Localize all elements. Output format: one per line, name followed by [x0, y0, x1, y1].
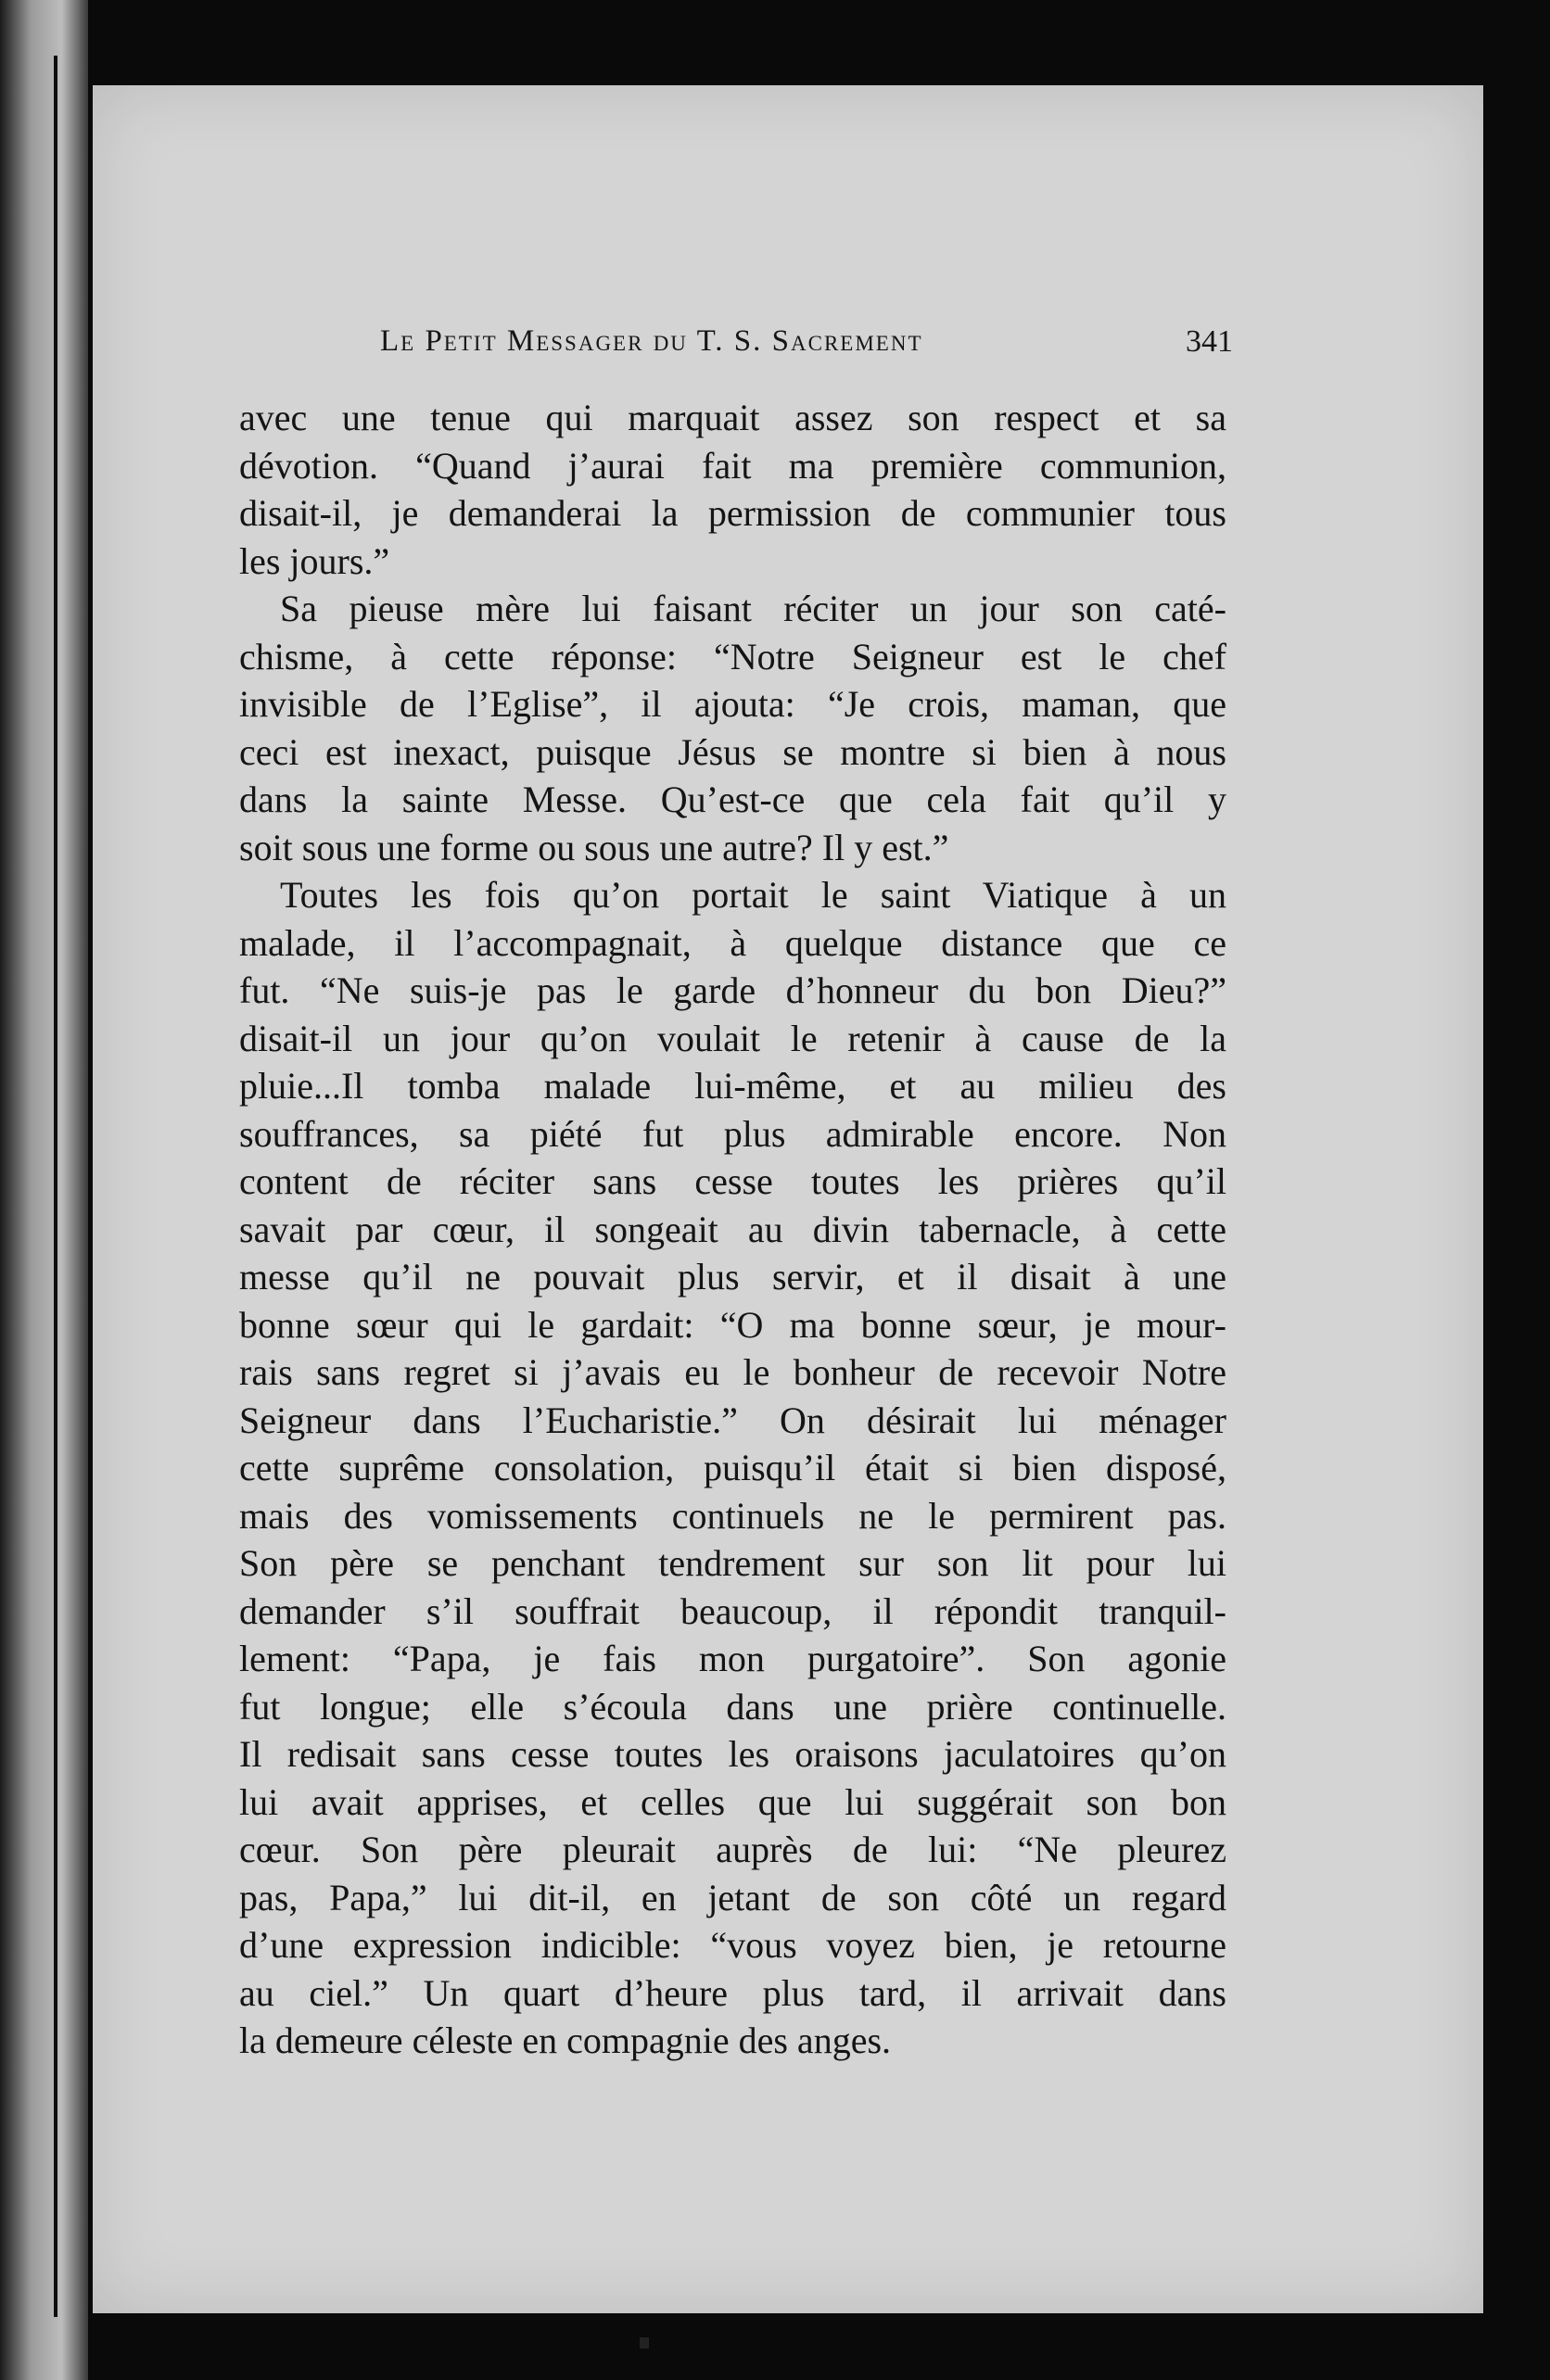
text-line: malade, il l’accompagnait, à quelque distance que ce — [239, 921, 1226, 964]
page-number: 341 — [1186, 324, 1233, 359]
text-line: fut longue; elle s’écoula dans une prière continuelle. — [239, 1685, 1226, 1728]
text-line: cette suprême consolation, puisqu’il était si bien disposé, — [239, 1447, 1226, 1488]
body-text — [239, 394, 1226, 2065]
page-header — [380, 324, 1233, 371]
text-line: la demeure céleste en compagnie des anges. — [239, 2019, 892, 2061]
text-line: avec une tenue qui marquait assez son respect et sa — [239, 397, 1226, 438]
running-title: Le Petit Messager du T. S. Sacrement — [380, 324, 923, 358]
text-line: content de réciter sans cesse toutes les prières qu’il — [239, 1160, 1226, 1202]
text-line: invisible de l’Eglise”, il ajouta: “Je crois, maman, que — [239, 683, 1226, 725]
text-line: savait par cœur, il songeait au divin tabernacle, à cette — [239, 1208, 1226, 1250]
text-line: les jours.” — [239, 539, 390, 582]
text-line: pluie...Il tomba malade lui-même, et au milieu des — [239, 1065, 1226, 1107]
text-line: fut. “Ne suis-je pas le garde d’honneur du bon Dieu?” — [239, 969, 1226, 1011]
text-line: lement: “Papa, je fais mon purgatoire”. Son agonie — [239, 1638, 1226, 1679]
text-line: Sa pieuse mère lui faisant réciter un jour son caté- — [280, 588, 1226, 629]
text-line: Toutes les fois qu’on portait le saint Viatique à un — [280, 874, 1226, 916]
text-line: lui avait apprises, et celles que lui suggérait son bon — [239, 1780, 1226, 1823]
text-line: ceci est inexact, puisque Jésus se montre si bien à nous — [239, 730, 1226, 773]
text-line: messe qu’il ne pouvait plus servir, et il disait à une — [239, 1256, 1226, 1298]
text-line: bonne sœur qui le gardait: “O ma bonne sœur, je mour- — [239, 1303, 1226, 1346]
text-line: pas, Papa,” lui dit-il, en jetant de son côté un regard — [239, 1876, 1226, 1918]
text-line: d’une expression indicible: “vous voyez bien, je retourne — [239, 1924, 1226, 1966]
text-line: mais des vomissements continuels ne le permirent pas. — [239, 1494, 1226, 1537]
text-line: disait-il, je demanderai la permission de communier tous — [239, 492, 1226, 534]
text-line: chisme, à cette réponse: “Notre Seigneur est le chef — [239, 635, 1226, 677]
scan-left-margin — [0, 0, 88, 2380]
book-spine-line — [54, 56, 57, 2317]
text-line: disait-il un jour qu’on voulait le retenir à cause de la — [239, 1017, 1226, 1059]
text-line: rais sans regret si j’avais eu le bonheur de recevoir Notre — [239, 1351, 1226, 1393]
text-line: Son père se penchant tendrement sur son lit pour lui — [239, 1542, 1226, 1584]
text-line: soit sous une forme ou sous une autre? Il y est.” — [239, 826, 949, 868]
text-line: souffrances, sa piété fut plus admirable encore. Non — [239, 1112, 1226, 1155]
text-line: cœur. Son père pleurait auprès de lui: “Ne pleurez — [239, 1829, 1226, 1870]
text-line: demander s’il souffrait beaucoup, il répondit tranquil- — [239, 1589, 1226, 1632]
text-line: dévotion. “Quand j’aurai fait ma première communion, — [239, 444, 1226, 487]
text-line: Il redisait sans cesse toutes les oraisons jaculatoires qu’on — [239, 1733, 1226, 1775]
print-mark — [640, 2337, 649, 2348]
text-line: dans la sainte Messe. Qu’est-ce que cela fait qu’il y — [239, 779, 1226, 820]
text-line: Seigneur dans l’Eucharistie.” On désirait lui ménager — [239, 1399, 1226, 1441]
text-line: au ciel.” Un quart d’heure plus tard, il arrivait dans — [239, 1971, 1226, 2014]
